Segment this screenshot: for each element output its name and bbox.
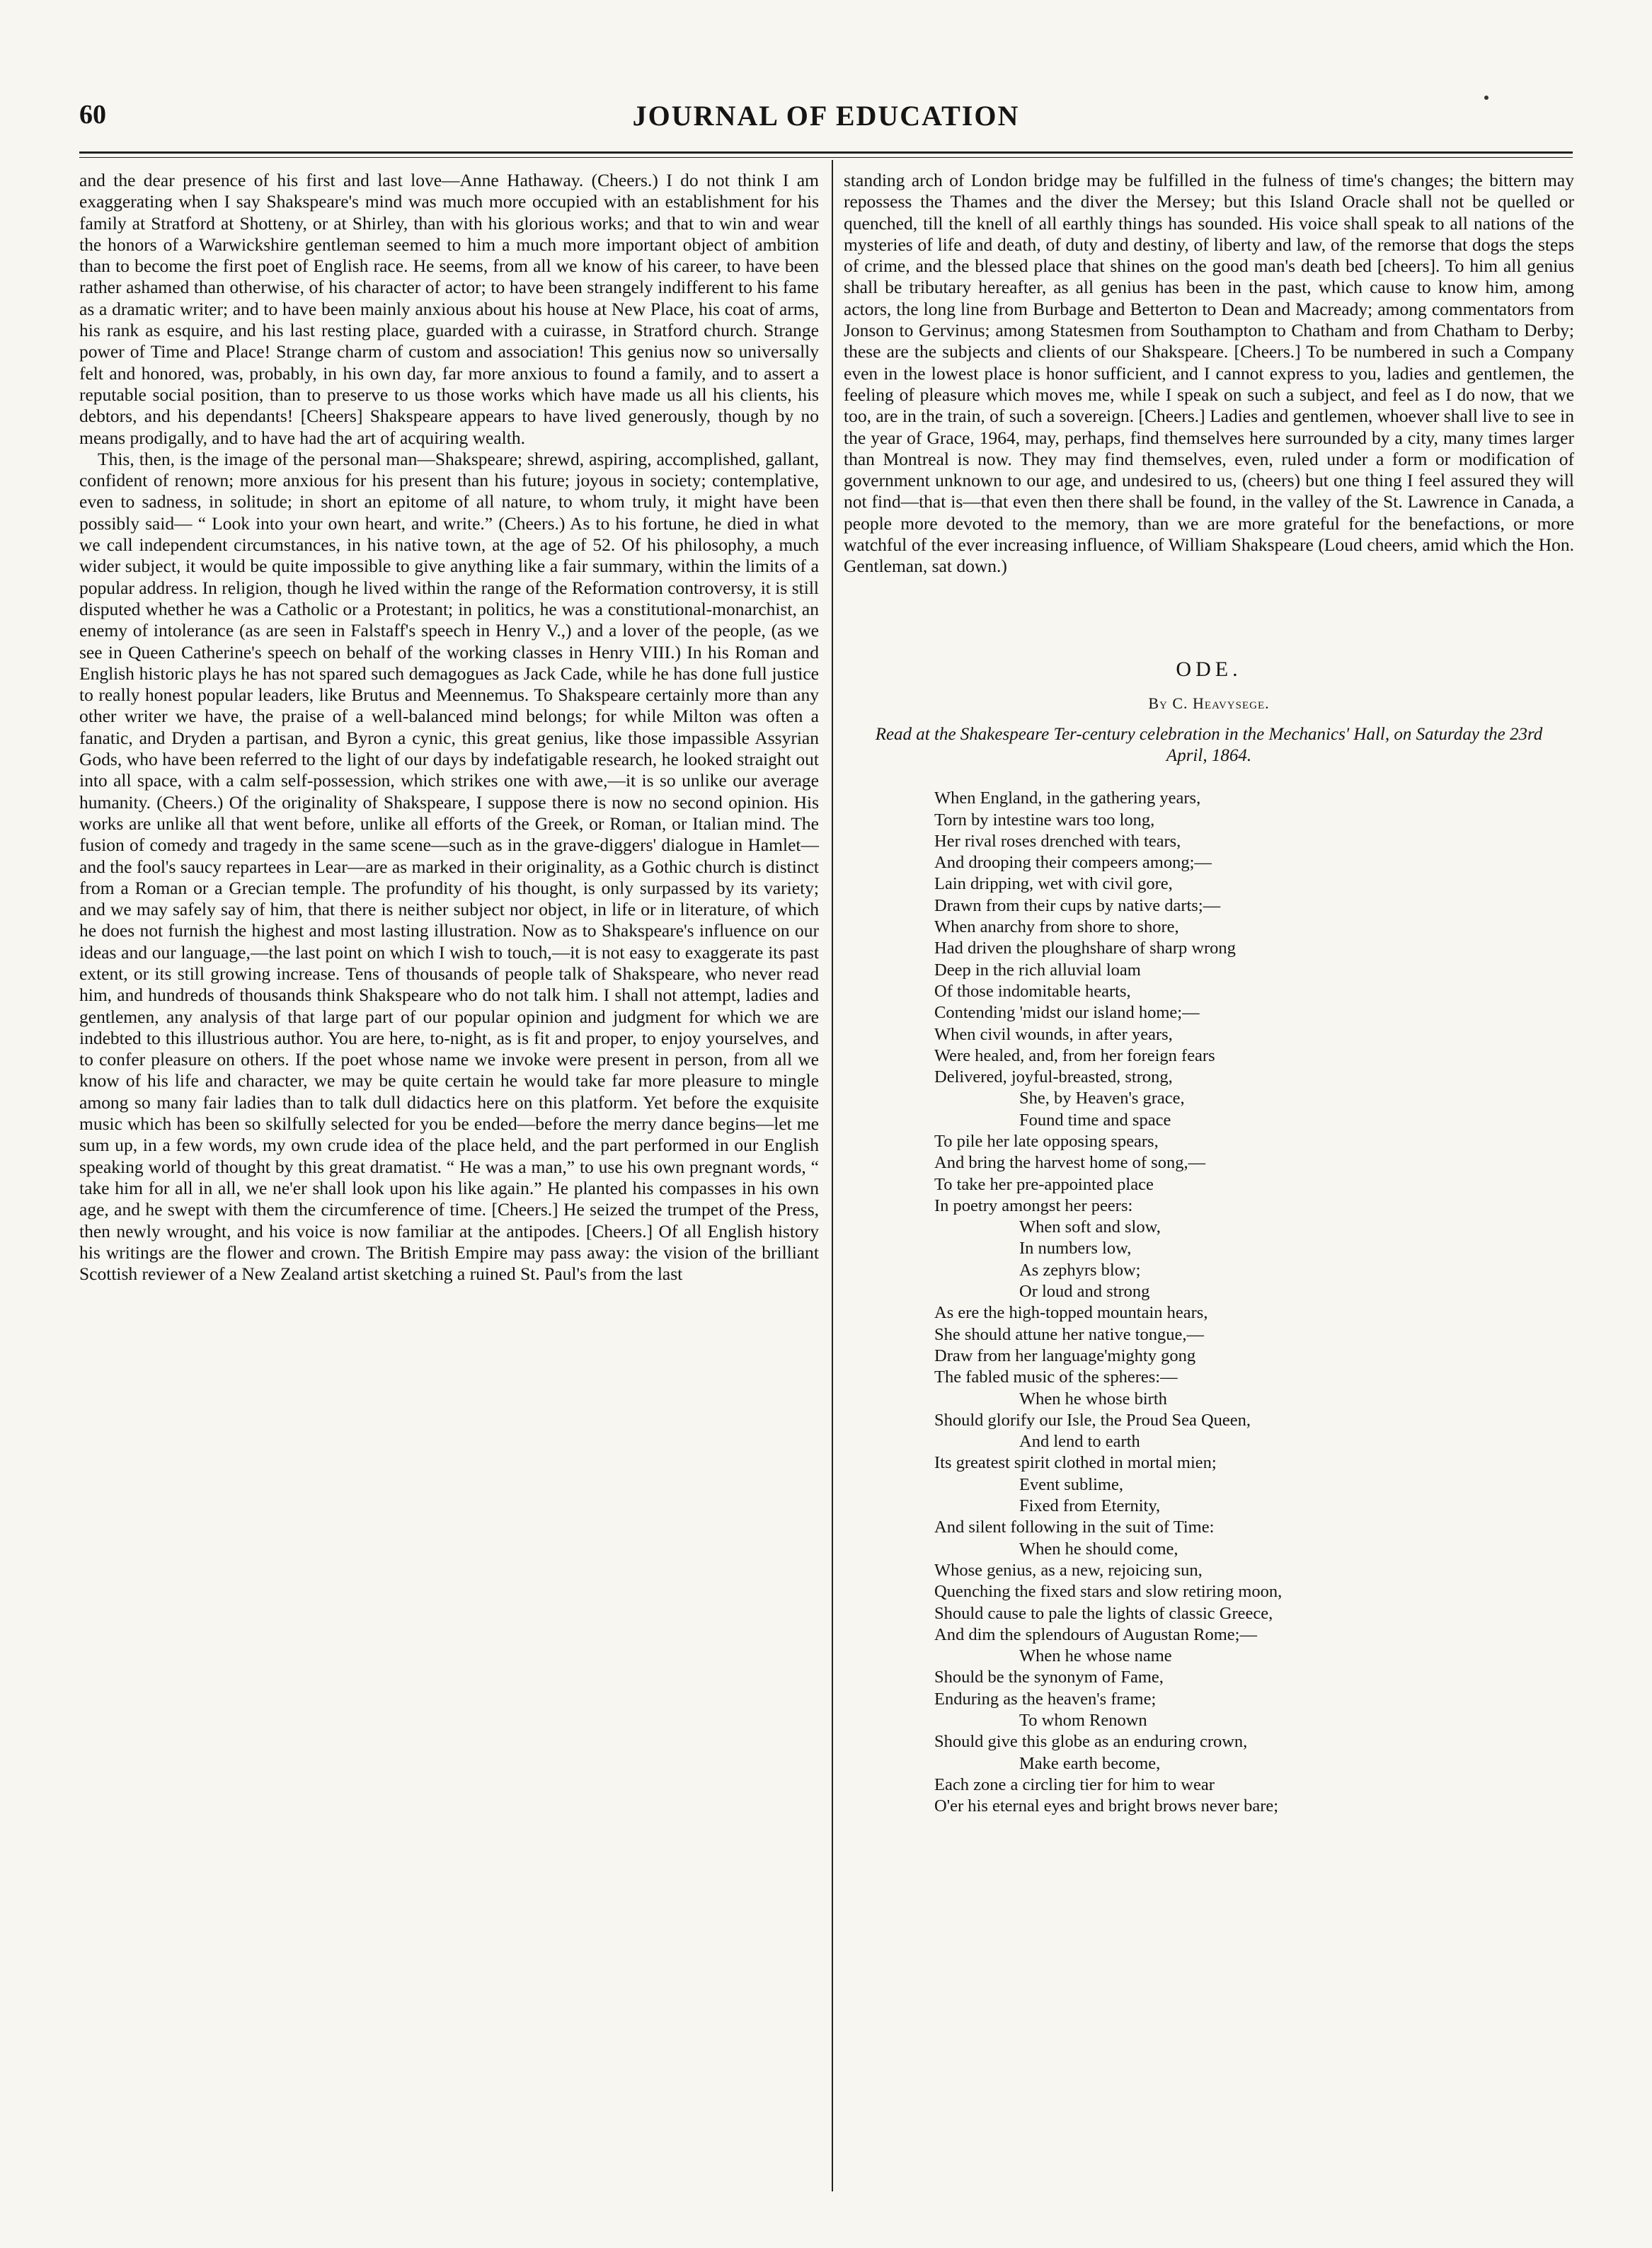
poem-line: Each zone a circling tier for him to wear xyxy=(934,1774,1215,1794)
poem-line: Whose genius, as a new, rejoicing sun, xyxy=(934,1560,1203,1580)
poem-line: And dim the splendours of Augustan Rome;— xyxy=(934,1624,1257,1644)
right-column xyxy=(844,170,1574,1817)
poem-line: Were healed, and, from her foreign fears xyxy=(934,1045,1215,1065)
poem-line: The fabled music of the spheres:— xyxy=(934,1367,1178,1387)
poem-line: Event sublime, xyxy=(1019,1474,1123,1494)
poem-line: When he whose name xyxy=(1019,1646,1172,1666)
article-paragraph-continued: standing arch of London bridge may be fulfilled in the fulness of time's changes; the bittern may repossess the Thames and the diver the Mersey; but this Island Oracle shall not be quelled or quenched, till the knell of all earthly things has sounded. His voice shall speak to all nations of the mysteries of life and death, of duty and destiny, of liberty and law, of the remorse that dogs the steps of crime, and the blessed place that shines on the good man's death bed [cheers]. To him all genius shall be tributary hereafter, as all genius has been in the past, which cause to know him, among actors, the long line from Burbage and Betterton to Dean and Macready; among commentators from Jonson to Gervinus; among Statesmen from Southampton to Chatham and from Chatham to Derby; these are the subjects and clients of our Shakspeare. [Cheers.] To be numbered in such a Company even in the lowest place is honor sufficient, and I cannot express to you, ladies and gentlemen, the feeling of pleasure which moves me, while I speak on such a subject, and feel as I do now, that we too, are in the train, of such a sovereign. [Cheers.] Ladies and gentlemen, whoever shall live to see in the year of Grace, 1964, may, perhaps, find themselves here surrounded by a city, many times larger than Montreal is now. They may find themselves, even, ruled under a form or modification of government unknown to our age, and undesired to us, (cheers) but one thing I feel assured they will not find—that is—that even then there shall be found, in the valley of the St. Lawrence in Canada, a people more devoted to the memory, than we are more grateful for the benefactions, or more watchful of the ever increasing influence, of William Shakspeare (Loud cheers, amid which the Hon. Gentleman, sat down.) xyxy=(844,170,1574,577)
poem-line: Of those indomitable hearts, xyxy=(934,981,1131,1001)
poem-line: Had driven the ploughshare of sharp wrong xyxy=(934,939,1236,958)
poem-line: Fixed from Eternity, xyxy=(1019,1496,1161,1516)
poem-line: And lend to earth xyxy=(1019,1432,1140,1452)
poem-line: To take her pre-appointed place xyxy=(934,1174,1154,1194)
poem-line: Draw from her language'mighty gong xyxy=(934,1346,1196,1365)
poem-line: Enduring as the heaven's frame; xyxy=(934,1689,1157,1709)
poem-line: As zephyrs blow; xyxy=(1019,1260,1141,1280)
poem-line: In poetry amongst her peers: xyxy=(934,1195,1133,1215)
poem-line: As ere the high-topped mountain hears, xyxy=(934,1303,1208,1323)
poem-line: When soft and slow, xyxy=(1019,1217,1161,1237)
poem-line: Should give this globe as an enduring crown, xyxy=(934,1732,1248,1752)
poem-line: Delivered, joyful-breasted, strong, xyxy=(934,1067,1173,1087)
poem-line: When he whose birth xyxy=(1019,1389,1167,1409)
poem-line: Should glorify our Isle, the Proud Sea Queen, xyxy=(934,1410,1251,1430)
poem-line: Quenching the fixed stars and slow retiring moon, xyxy=(934,1582,1283,1602)
poem-line: Its greatest spirit clothed in mortal mien; xyxy=(934,1453,1217,1473)
page-header xyxy=(79,99,1573,142)
poem-line: And drooping their compeers among;— xyxy=(934,853,1212,873)
ode-note: Read at the Shakespeare Ter-century celebration in the Mechanics' Hall, on Saturday the 23rd April, 1864. xyxy=(875,725,1543,766)
poem-line: Or loud and strong xyxy=(1019,1282,1150,1302)
print-speck xyxy=(1484,96,1488,100)
poem-line: When England, in the gathering years, xyxy=(934,788,1201,808)
poem-line: In numbers low, xyxy=(1019,1239,1132,1258)
poem-line: When civil wounds, in after years, xyxy=(934,1024,1173,1044)
poem-line: When he should come, xyxy=(1019,1539,1178,1559)
journal-title: JOURNAL OF EDUCATION xyxy=(632,100,1020,132)
poem-line: Should cause to pale the lights of classic Greece, xyxy=(934,1603,1273,1623)
poem-line: When anarchy from shore to shore, xyxy=(934,917,1179,937)
poem-line: Her rival roses drenched with tears, xyxy=(934,831,1181,851)
header-rule-thick xyxy=(79,151,1573,154)
poem-line: Drawn from their cups by native darts;— xyxy=(934,895,1221,915)
poem-line: Found time and space xyxy=(1019,1110,1171,1130)
poem-line: And silent following in the suit of Time: xyxy=(934,1518,1215,1537)
poem-line: Should be the synonym of Fame, xyxy=(934,1668,1164,1687)
poem-line: Torn by intestine wars too long, xyxy=(934,810,1155,830)
poem-line: Contending 'midst our island home;— xyxy=(934,1003,1200,1023)
poem-line: Lain dripping, wet with civil gore, xyxy=(934,874,1173,894)
ode-author: By C. Heavysege. xyxy=(1148,694,1270,712)
poem-line: And bring the harvest home of song,— xyxy=(934,1153,1206,1173)
poem-line: To pile her late opposing spears, xyxy=(934,1131,1159,1151)
poem-line: She, by Heaven's grace, xyxy=(1019,1089,1185,1108)
left-column xyxy=(79,170,819,1285)
header-rule-thin xyxy=(79,157,1573,158)
poem-line: To whom Renown xyxy=(1019,1711,1147,1730)
ode-title: ODE. xyxy=(1176,657,1242,681)
article-paragraph: and the dear presence of his first and last love—Anne Hathaway. (Cheers.) I do not think I am exaggerating when I say Shakspeare's mind was much more occupied with an establishment for his family at Stratford at Shotteny, or at Shirley, than with his glorious works; and that to win and wear the honors of a Warwickshire gentleman seemed to him a much more important object of ambition than to become the first poet of English race. He seems, from all we know of his career, to have been rather ashamed than otherwise, of his character of actor; to have been strangely indifferent to his fame as a dramatic writer; and to have been mainly anxious about his house at New Place, his coat of arms, his rank as esquire, and his last resting place, guarded with a cuirasse, in Stratford church. Strange power of Time and Place! Strange charm of custom and association! This genius now so universally felt and honored, was, probably, in his own day, far more anxious to found a family, and to assert a reputable social position, than to preserve to us those works which have made us all his clients, his debtors, and his dependants! [Cheers] Shakspeare appears to have lived generously, though by no means prodigally, and to have had the art of acquiring wealth. xyxy=(79,170,819,448)
poem-line: Deep in the rich alluvial loam xyxy=(934,960,1141,980)
column-divider xyxy=(832,160,833,2191)
page-number: 60 xyxy=(79,100,106,130)
ode-poem xyxy=(934,788,1574,1817)
poem-line: Make earth become, xyxy=(1019,1753,1161,1773)
poem-line: O'er his eternal eyes and bright brows never bare; xyxy=(934,1796,1279,1816)
article-paragraph: This, then, is the image of the personal man—Shakspeare; shrewd, aspiring, accomplished, gallant, confident of renown; more anxious for his present than his future; joyous in society; contemplative, even to sadness, in solitude; in short an epitome of all nature, to whom truly, it might have been possibly said— “ Look into your own heart, and write.” (Cheers.) As to his fortune, he died in what we call independent circumstances, in his native town, at the age of 52. Of his philosophy, a much wider subject, it would be quite impossible to give anything like a fair summary, within the limits of a popular address. In religion, though he lived within the range of the Reformation controversy, it is still disputed whether he was a Catholic or a Protestant; in politics, he was a constitutional-monarchist, an enemy of intolerance (as are seen in Falstaff's speech in Henry V.,) and a lover of the people, (as we see in Queen Catherine's speech on behalf of the working classes in Henry VIII.) In his Roman and English historic plays he has not spared such demagogues as Jack Cade, while he has done full justice to really honest popular leaders, like Brutus and Meennemus. To Shakspeare certainly more than any other writer we have, the praise of a well-balanced mind belongs; for while Milton was often a fanatic, and Dryden a partisan, and Byron a cynic, this great genius, like those impassible Assyrian Gods, who have been referred to the light of our days by indefatigable research, he looked straight out into all space, with a calm self-possession, which strikes one with awe,—it is so unlike our average humanity. (Cheers.) Of the originality of Shakspeare, I suppose there is now no second opinion. His works are unlike all that went before, unlike all efforts of the Greek, or Roman, or Italian mind. The fusion of comedy and tragedy in the same scene—such as in the grave-diggers' dialogue in Hamlet—and the fool's saucy repartees in Lear—are as marked in their originality, as a Gothic church is distinct from a Roman or a Grecian temple. The profundity of his thought, is only surpassed by its variety; and we may safely say of him, that there is neither subject nor object, in life or in literature, of which he does not furnish the highest and most lasting illustration. Now as to Shakspeare's influence on our ideas and our language,—the last point on which I wish to touch,—it is not easy to exaggerate its past extent, or its still growing increase. Tens of thousands of people talk of Shakspeare, who never read him, and hundreds of thousands think Shakspeare who do not talk him. I shall not attempt, ladies and gentlemen, any analysis of that large part of our popular opinion and judgment for which we are indebted to this illustrious author. You are here, to-night, as is fit and proper, to enjoy yourselves, and to confer pleasure on others. If the poet whose name we invoke were present in person, from all we know of his life and character, we may be quite certain he would take far more pleasure to mingle among so many fair ladies than to talk dull didactics here on this platform. Yet before the exquisite music which has been so skilfully selected for you be ended—before the merry dance begins—let me sum up, in a few words, my own crude idea of the place held, and the part performed in our English speaking world of thought by this great dramatist. “ He was a man,” to use his own pregnant words, “ take him for all in all, we ne'er shall look upon his like again.” He planted his compasses in his own age, and he swept with them the circumference of time. [Cheers.] He seized the trumpet of the Press, then newly wrought, and his voice is now familiar at the antipodes. [Cheers.] Of all English history his writings are the flower and crown. The British Empire may pass away: the vision of the brilliant Scottish reviewer of a New Zealand artist sketching a ruined St. Paul's from the last xyxy=(79,448,819,1285)
poem-line: She should attune her native tongue,— xyxy=(934,1324,1205,1344)
